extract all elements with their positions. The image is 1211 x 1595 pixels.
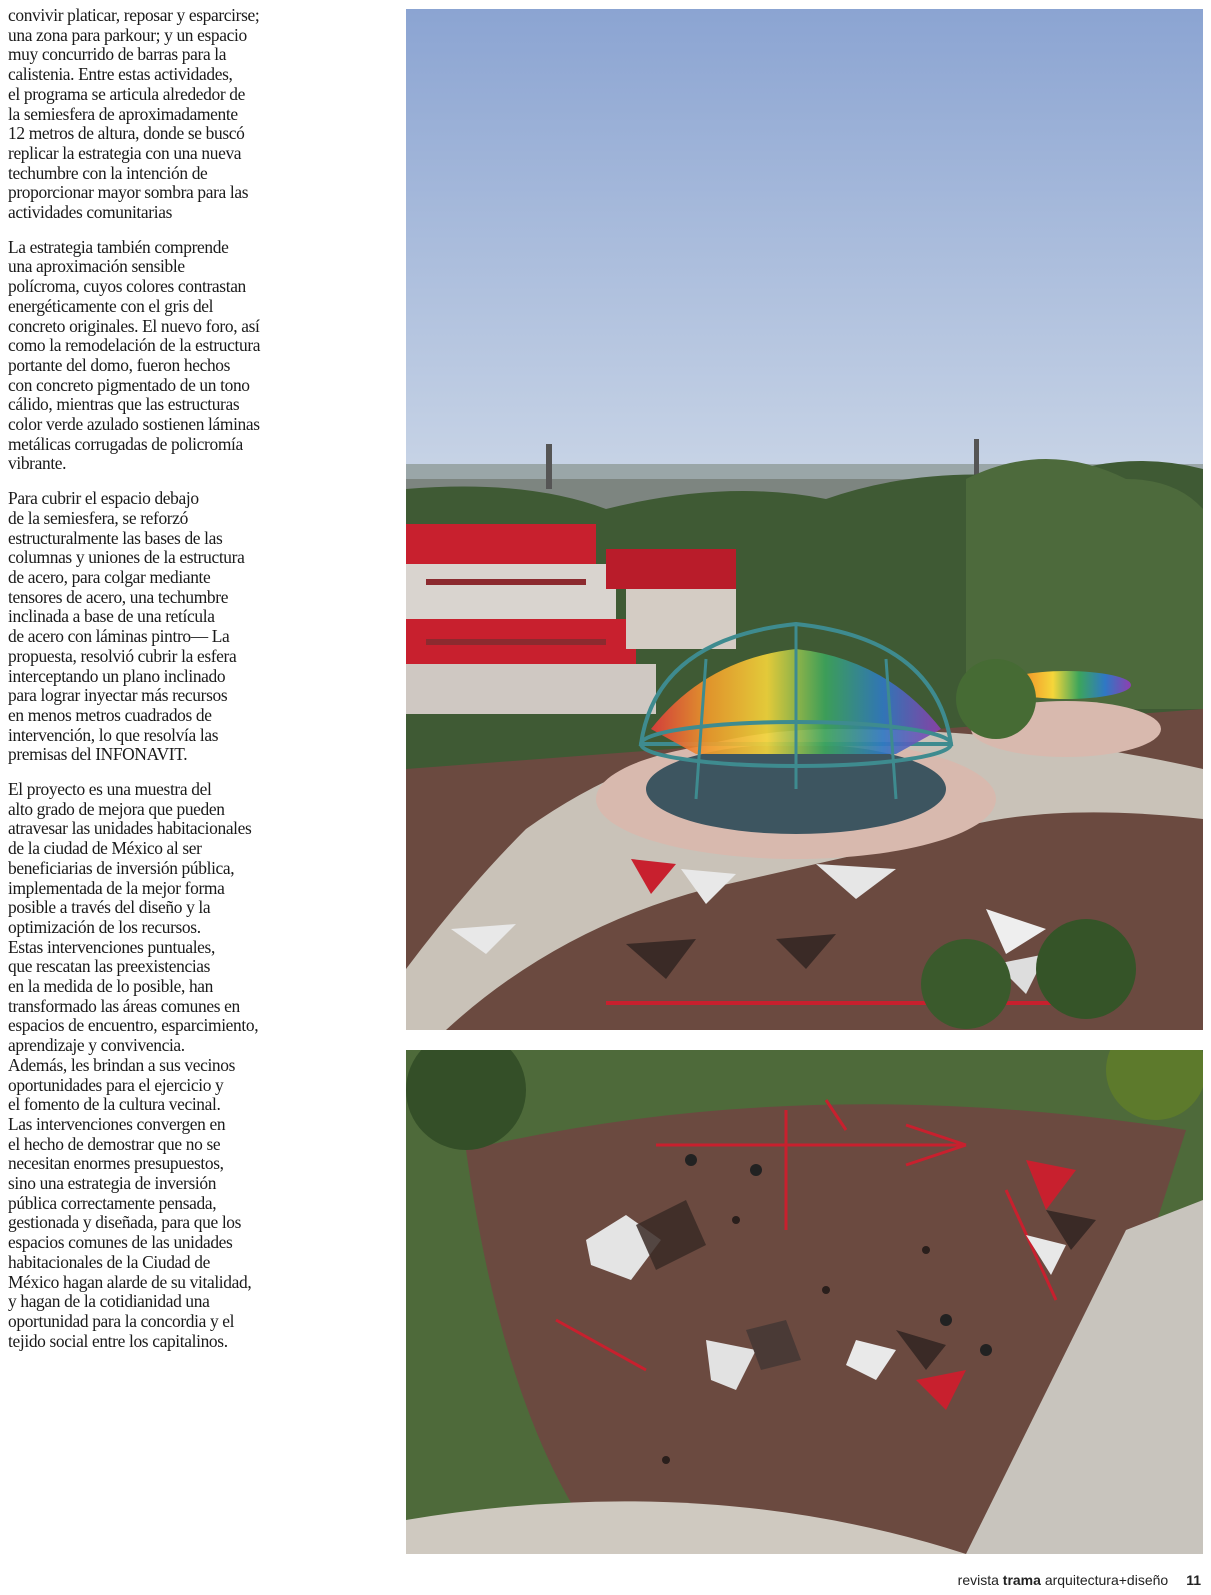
footer-brand: trama [1002,1572,1041,1588]
aerial-photo-dome [406,9,1203,1030]
paragraph: La estrategia también comprende una aproximación sensible polícroma, cuyos colores contrastan energéticamente con el gris del concreto originales. El nuevo foro, así como la remodelación de la estructura portante del domo, fueron hechos con concreto pigmentado de un tono cálido, mientras que las estructuras color verde azulado sostienen láminas metálicas corrugadas de policromía vibrante. [8,236,261,474]
page-number: 11 [1186,1572,1201,1588]
aerial-photo-playground [406,1050,1203,1554]
playground-illustration [406,1050,1203,1554]
footer-prefix: revista [957,1572,999,1588]
paragraph: El proyecto es una muestra del alto grado de mejora que pueden atravesar las unidades habitacionales de la ciudad de México al ser beneficiarias de inversión pública, implementada de la mejor forma posible a través del diseño y la optimización de los recursos. Estas intervenciones puntuales, que rescatan las preexistencias en la medida de lo posible, han transformado las áreas comunes en espacios de encuentro, esparcimiento, aprendizaje y convivencia. Además, les brindan a sus vecinos oportunidades para el ejercicio y el fomento de la cultura vecinal. Las intervenciones convergen en el hecho de demostrar que no se necesitan enormes presupuestos, sino una estrategia de inversión pública correctamente pensada, gestionada y diseñada, para que los espacios comunes de las unidades habitacionales de la Ciudad de México hagan alarde de su vitalidad, y hagan de la cotidianidad una oportunidad para la concordia y el tejido social entre los capitalinos. [8,779,259,1351]
article-text [8,6,348,1366]
footer-suffix: arquitectura+diseño [1044,1572,1169,1588]
dome-park-illustration [406,9,1203,1030]
paragraph: Para cubrir el espacio debajo de la semiesfera, se reforzó estructuralmente las bases de las columnas y uniones de la estructura de acero, para colgar mediante tensores de acero, una techumbre inclinada a base de una retícula de acero con láminas pintro— La propuesta, resolvió cubrir la esfera interceptando un plano inclinado para lograr inyectar más recursos en menos metros cuadrados de intervención, lo que resolvía las premisas del INFONAVIT. [8,488,245,765]
paragraph: convivir platicar, reposar y esparcirse; una zona para parkour; y un espacio muy concurrido de barras para la calistenia. Entre estas actividades, el programa se articula alrededor de la semiesfera de aproximadamente 12 metros de altura, donde se buscó replicar la estrategia con una nueva techumbre con la intención de proporcionar mayor sombra para las actividades comunitarias [8,5,260,223]
page-footer [958,1572,1201,1588]
magazine-name [958,1572,1169,1588]
